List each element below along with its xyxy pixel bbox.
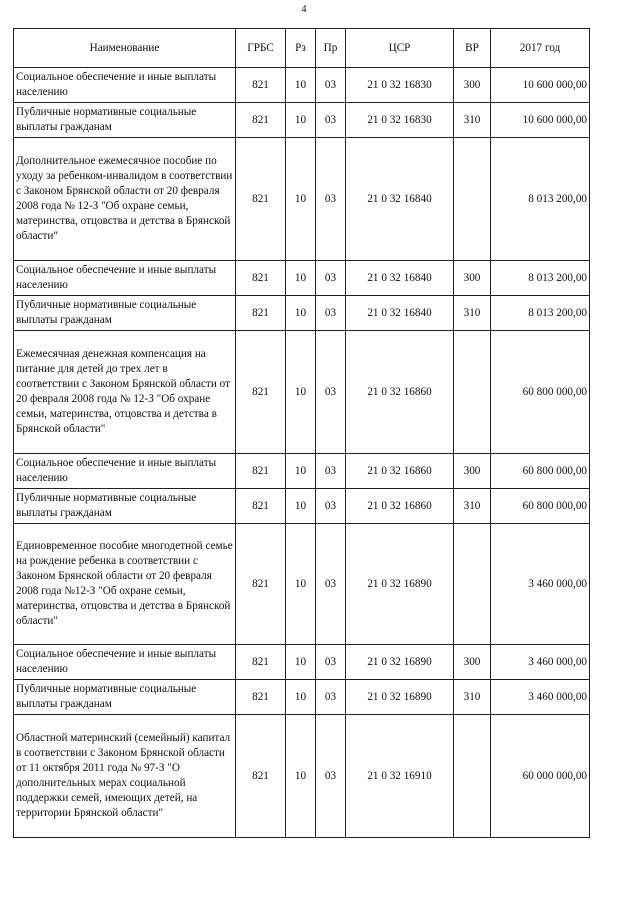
- table-row: [14, 680, 590, 715]
- cell-name: Единовременное пособие многодетной семье на рождение ребенка в соответствии с Законом Брянской области от 20 февраля 2008 года №12-З "Об охране семьи, материнства, отцовства и детства в Брянской области": [14, 524, 236, 645]
- cell-vr: 310: [454, 296, 491, 331]
- cell-amount: 60 800 000,00: [491, 331, 590, 454]
- table-row: [14, 138, 590, 261]
- table-row: [14, 524, 590, 645]
- cell-csr: 21 0 32 16830: [346, 103, 454, 138]
- budget-table: [13, 28, 590, 838]
- cell-grbs: 821: [236, 680, 286, 715]
- cell-csr: 21 0 32 16860: [346, 489, 454, 524]
- table-row: [14, 645, 590, 680]
- cell-pr: 03: [316, 296, 346, 331]
- cell-amount: 8 013 200,00: [491, 138, 590, 261]
- cell-pr: 03: [316, 138, 346, 261]
- cell-rz: 10: [286, 454, 316, 489]
- table-row: [14, 331, 590, 454]
- cell-rz: 10: [286, 715, 316, 838]
- cell-vr: [454, 524, 491, 645]
- cell-amount: 3 460 000,00: [491, 645, 590, 680]
- cell-vr: 310: [454, 489, 491, 524]
- header-name: Наименование: [14, 29, 236, 68]
- cell-pr: 03: [316, 68, 346, 103]
- cell-csr: 21 0 32 16840: [346, 261, 454, 296]
- cell-rz: 10: [286, 261, 316, 296]
- cell-amount: 60 800 000,00: [491, 489, 590, 524]
- cell-grbs: 821: [236, 489, 286, 524]
- cell-csr: 21 0 32 16890: [346, 524, 454, 645]
- cell-grbs: 821: [236, 331, 286, 454]
- table-row: [14, 489, 590, 524]
- cell-name: Социальное обеспечение и иные выплаты населению: [14, 454, 236, 489]
- cell-pr: 03: [316, 489, 346, 524]
- cell-pr: 03: [316, 524, 346, 645]
- cell-grbs: 821: [236, 261, 286, 296]
- table-row: [14, 296, 590, 331]
- cell-name: Публичные нормативные социальные выплаты гражданам: [14, 489, 236, 524]
- cell-grbs: 821: [236, 68, 286, 103]
- cell-amount: 8 013 200,00: [491, 296, 590, 331]
- cell-rz: 10: [286, 103, 316, 138]
- cell-rz: 10: [286, 68, 316, 103]
- cell-name: Дополнительное ежемесячное пособие по уходу за ребенком-инвалидом в соответствии с Законом Брянской области от 20 февраля 2008 года № 12-З "Об охране семьи, материнства, отцовства и детства в Брянской области": [14, 138, 236, 261]
- cell-grbs: 821: [236, 103, 286, 138]
- cell-pr: 03: [316, 645, 346, 680]
- table-row: [14, 103, 590, 138]
- cell-vr: 300: [454, 68, 491, 103]
- cell-csr: 21 0 32 16860: [346, 454, 454, 489]
- table-row: [14, 715, 590, 838]
- header-year: 2017 год: [491, 29, 590, 68]
- cell-csr: 21 0 32 16840: [346, 138, 454, 261]
- cell-rz: 10: [286, 296, 316, 331]
- cell-vr: 310: [454, 680, 491, 715]
- cell-amount: 10 600 000,00: [491, 68, 590, 103]
- cell-name: Публичные нормативные социальные выплаты гражданам: [14, 103, 236, 138]
- cell-name: Социальное обеспечение и иные выплаты населению: [14, 261, 236, 296]
- cell-rz: 10: [286, 524, 316, 645]
- cell-vr: [454, 331, 491, 454]
- cell-vr: 300: [454, 261, 491, 296]
- cell-amount: 10 600 000,00: [491, 103, 590, 138]
- page-number: 4: [301, 4, 307, 15]
- cell-rz: 10: [286, 138, 316, 261]
- table-header-row: [14, 29, 590, 68]
- cell-pr: 03: [316, 331, 346, 454]
- cell-name: Социальное обеспечение и иные выплаты населению: [14, 645, 236, 680]
- header-grbs: ГРБС: [236, 29, 286, 68]
- cell-grbs: 821: [236, 296, 286, 331]
- cell-grbs: 821: [236, 645, 286, 680]
- table-row: [14, 68, 590, 103]
- header-rz: Рз: [286, 29, 316, 68]
- cell-pr: 03: [316, 454, 346, 489]
- cell-vr: [454, 138, 491, 261]
- cell-vr: 310: [454, 103, 491, 138]
- cell-rz: 10: [286, 489, 316, 524]
- cell-amount: 8 013 200,00: [491, 261, 590, 296]
- cell-grbs: 821: [236, 524, 286, 645]
- cell-grbs: 821: [236, 138, 286, 261]
- header-pr: Пр: [316, 29, 346, 68]
- table-row: [14, 454, 590, 489]
- cell-vr: 300: [454, 645, 491, 680]
- cell-name: Ежемесячная денежная компенсация на питание для детей до трех лет в соответствии с Законом Брянской области от 20 февраля 2008 года № 12-З "Об охране семьи, материнства, отцовства и детства в Брянской области": [14, 331, 236, 454]
- cell-rz: 10: [286, 331, 316, 454]
- cell-csr: 21 0 32 16860: [346, 331, 454, 454]
- cell-grbs: 821: [236, 715, 286, 838]
- cell-pr: 03: [316, 680, 346, 715]
- cell-name: Публичные нормативные социальные выплаты гражданам: [14, 296, 236, 331]
- cell-pr: 03: [316, 715, 346, 838]
- cell-pr: 03: [316, 261, 346, 296]
- cell-csr: 21 0 32 16840: [346, 296, 454, 331]
- cell-csr: 21 0 32 16910: [346, 715, 454, 838]
- cell-csr: 21 0 32 16830: [346, 68, 454, 103]
- cell-grbs: 821: [236, 454, 286, 489]
- header-csr: ЦСР: [346, 29, 454, 68]
- cell-amount: 60 000 000,00: [491, 715, 590, 838]
- cell-name: Социальное обеспечение и иные выплаты населению: [14, 68, 236, 103]
- cell-rz: 10: [286, 645, 316, 680]
- cell-amount: 3 460 000,00: [491, 524, 590, 645]
- cell-vr: 300: [454, 454, 491, 489]
- table-row: [14, 261, 590, 296]
- cell-name: Областной материнский (семейный) капитал в соответствии с Законом Брянской области от 11 октября 2011 года № 97-З "О дополнительных мерах социальной поддержки семей, имеющих детей, на территории Брянской области": [14, 715, 236, 838]
- cell-name: Публичные нормативные социальные выплаты гражданам: [14, 680, 236, 715]
- cell-amount: 60 800 000,00: [491, 454, 590, 489]
- cell-amount: 3 460 000,00: [491, 680, 590, 715]
- cell-pr: 03: [316, 103, 346, 138]
- header-vr: ВР: [454, 29, 491, 68]
- cell-rz: 10: [286, 680, 316, 715]
- cell-vr: [454, 715, 491, 838]
- cell-csr: 21 0 32 16890: [346, 645, 454, 680]
- cell-csr: 21 0 32 16890: [346, 680, 454, 715]
